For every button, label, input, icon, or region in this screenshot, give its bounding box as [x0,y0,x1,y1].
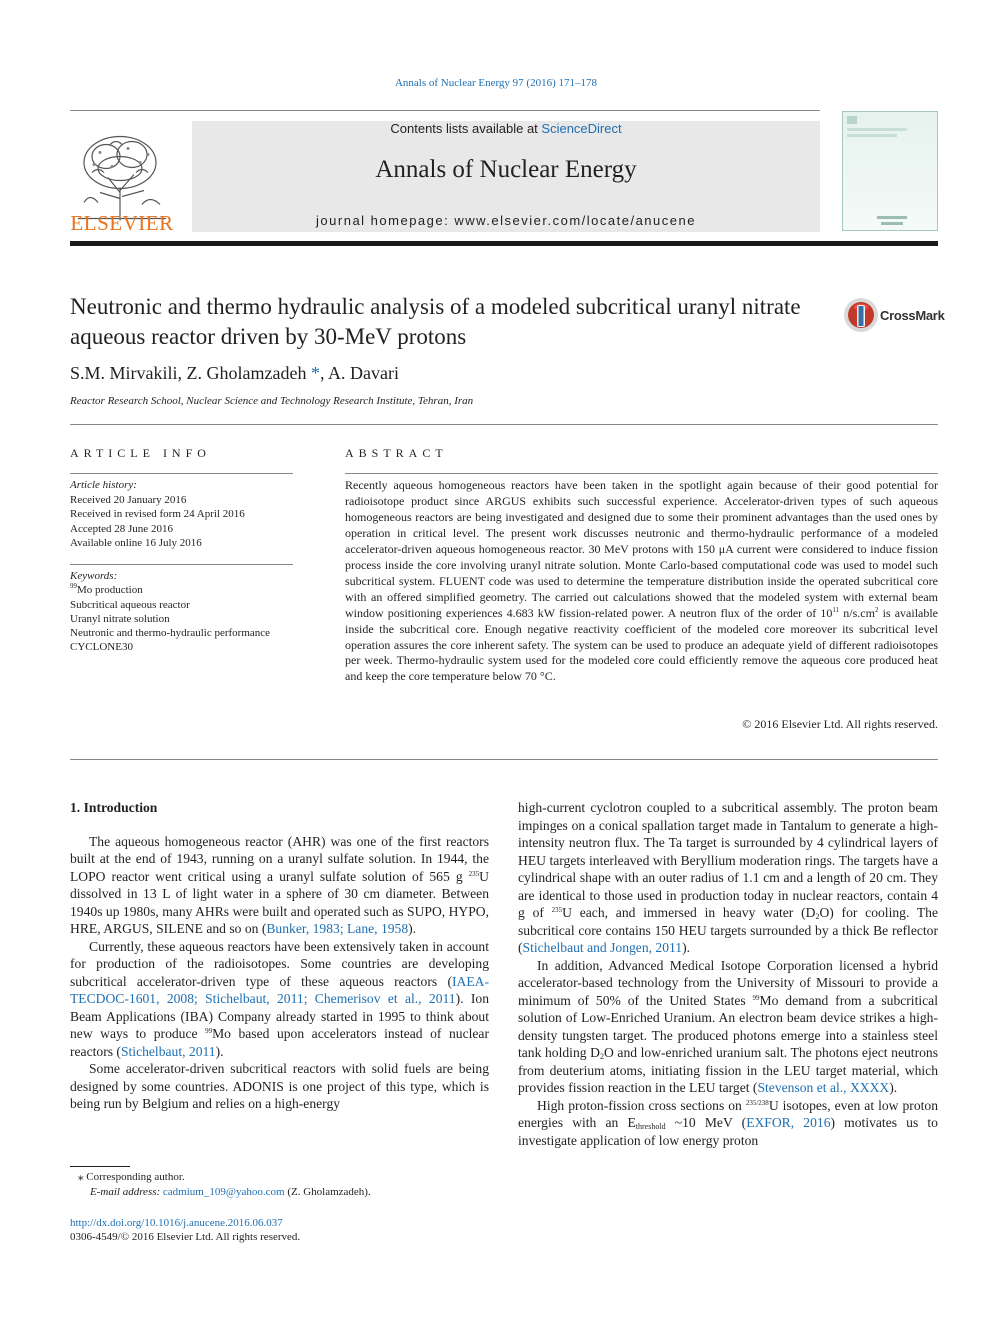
body-column-right [518,799,938,1149]
history-online: Available online 16 July 2016 [70,537,202,549]
body-paragraph: high-current cyclotron coupled to a subcritical assembly. The proton beam impinges on a conical spallation target made in Tantalum to generate a high-intensity neutron flux. The Ta target is surrounded by 4 cylindrical layers of HEU targets interleaved with Beryllium moderation rings. The targets have a cylindrical shape with an outer radius of 1.1 cm and a length of 20 cm. They are identical to those used in production today in nuclear reactors, contain 4 g of $^{235}$U each, and immersed in heavy water $(D_2O)$ for cooling. The subcritical core contains 150 HEU targets surrounded by a thick Be reflector (Stichelbaut and Jongen, 2011). [518,800,938,955]
body-paragraph: Some accelerator-driven subcritical reactors with solid fuels are being designed by some countries. ADONIS is one project of this type, which is being run by Belgium and relies on a high-energy [70,1061,489,1111]
body-paragraph: High proton-fission cross sections on $^{235/238}$U isotopes, even at low proton energies with an $E_{threshold}$ ~10 MeV (EXFOR, 2016) motivates us to investigate application of low energy proton [518,1097,939,1148]
body-paragraph: Currently, these aqueous reactors have been extensively taken in account for production of the radioisotopes. Some countries are developing subcritical accelerator-driven type of these aqueous reactors (IAEA-TECDOC-1601, 2008; Stichelbaut, 2011; Chemerisov et al., 2011). Ion Beam Applications (IBA) Company already started in 1995 to think about new ways to produce $^{99}$Mo based upon accelerators instead of nuclear reactors (Stichelbaut, 2011). [70,938,489,1059]
body-column-left [70,799,489,1113]
sciencedirect-link[interactable]: ScienceDirect [541,121,622,136]
header-thick-rule [70,241,938,246]
cover-art-icon [843,112,937,230]
keyword-item: Uranyl nitrate solution [70,612,170,625]
footnote-email: E-mail address: cadmium_109@yahoo.com (Z. Gholamzadeh). [90,1186,371,1198]
title-rule [70,424,938,425]
abstract-text: Recently aqueous homogeneous reactors have been taken in the spotlight again because of their good potential for radioisotope product since ARGUS exhibits such successful experience. Accelerator-driven types of such aqueous homogeneous reactors are being investigated and designed due to some their prominent advantages than the used ones by operation in critical level. The present work discusses neutronic and thermo-hydraulic performance of a modeled accelerator-driven aqueous homogeneous reactor. 30 MeV protons with 150 μA current were considered to induce fission process inside the core involving uranyl nitrate solution. Monte Carlo-based computational code was used to model such subcritical system. FLUENT code was used to determine the temperature distribution inside the operated subcritical core with an offered simplified geometry. The carried out calculations showed that the modeled system with external beam window positioning experiences 4.683 kW fission-related power. A neutron flux of the order of $10^{11}$ $n/s.cm^2$ is available inside the subcritical core. Enough negative reactivity coefficient of the modeled core moreover its subcritical level operation assures the core inherent safety. The system can be used to produce an adequate yield of different radioisotopes per week. Thermo-hydraulic system used for the modeled core could efficiently remove the aqueous core produced heat and keep the core temperature below 70 °C. [345,478,939,684]
journal-citation[interactable]: Annals of Nuclear Energy 97 (2016) 171–178 [394,77,598,89]
keywords-label: Keywords: [70,570,118,582]
section-heading-introduction: 1. Introduction [70,800,158,815]
doi-link[interactable]: http://dx.doi.org/10.1016/j.anucene.2016.06.037 [70,1217,283,1229]
article-info-heading: ARTICLE INFO [70,446,211,460]
citation-link[interactable]: Stevenson et al., XXXX [757,1080,890,1095]
citation-link[interactable]: Bunker, 1983; Lane, 1958 [266,921,409,936]
article-title: Neutronic and thermo hydraulic analysis of a modeled subcritical uranyl nitrate aqueous reactor driven by 30-MeV protons [70,294,801,349]
affiliation: Reactor Research School, Nuclear Science and Technology Research Institute, Tehran, Iran [70,395,474,407]
info-rule [70,473,293,474]
crossmark-label[interactable]: CrossMark [880,308,945,323]
contents-prefix: Contents lists available at [390,121,542,136]
header-rule [70,110,820,111]
body-paragraph: The aqueous homogeneous reactor (AHR) was one of the first reactors built at the end of 1943, running on a uranyl sulfate solution. In 1944, the LOPO reactor went critical using a uranyl sulfate solution of 565 g $^{235}$U dissolved in 13 L of light water in a sphere of 30 cm diameter. Between 1940s up 1980s, many AHRs were built and operated such as SUPO, HYPO, HRE, ARGUS, SILENE and so on (Bunker, 1983; Lane, 1958). [70,833,489,936]
history-accepted: Accepted 28 June 2016 [70,522,173,535]
article-history [70,478,293,551]
citation-link[interactable]: EXFOR, 2016 [746,1115,831,1130]
journal-homepage[interactable]: journal homepage: www.elsevier.com/locate/anucene [316,213,696,228]
publisher-wordmark: ELSEVIER [70,211,174,235]
abstract-heading: ABSTRACT [345,446,448,460]
keyword-item: $^{99}$Mo production [70,582,143,597]
issn-line: 0306-4549/© 2016 Elsevier Ltd. All rights reserved. [70,1231,301,1243]
citation-link[interactable]: Stichelbaut and Jongen, 2011 [522,940,683,955]
body-paragraph: In addition, Advanced Medical Isotope Corporation licensed a hybrid accelerator-based technology from the University of Missouri to provide a minimum of 50% of the United States $^{99}$Mo demand from a subcritical solution of Low-Enriched Uranium. An electron beam device strikes a high-density tungsten target. The produced photons emerge into a stainless steel tank holding $D_2O$ and low-enriched uranium salt. The photons eject neutrons from deuterium atoms, initiating fission in the LEU target material, which provides fission reaction in the LEU target (Stevenson et al., XXXX). [518,957,938,1095]
history-label: Article history: [70,479,137,491]
keyword-item: Subcritical aqueous reactor [70,598,190,611]
keyword-item: CYCLONE30 [70,641,133,654]
citation-link[interactable]: IAEA-TECDOC-1601, 2008; Stichelbaut, 2011; Chemerisov et al., 2011 [70,973,489,1006]
contents-line [192,121,820,136]
journal-title[interactable]: Annals of Nuclear Energy [375,156,637,183]
citation-link[interactable]: Stichelbaut, 2011 [120,1043,216,1059]
authors-primary[interactable]: S.M. Mirvakili, Z. Gholamzadeh [70,363,307,383]
keywords [70,569,293,655]
history-received: Received 20 January 2016 [70,493,187,506]
keyword-item: Neutronic and thermo-hydraulic performance [70,627,271,640]
email-label: E-mail address: [90,1186,163,1198]
keywords-rule [70,564,293,565]
journal-cover-thumbnail[interactable] [842,111,938,231]
email-link[interactable]: cadmium_109@yahoo.com [162,1186,285,1198]
author-list [70,363,399,384]
abstract-end-rule [70,759,938,760]
footnote-corresponding: ⁎ Corresponding author. [78,1171,185,1183]
abstract-rule [345,473,938,474]
corresponding-author-mark[interactable]: * [310,363,320,383]
abstract-copyright: © 2016 Elsevier Ltd. All rights reserved. [742,717,938,731]
authors-secondary[interactable]: , A. Davari [319,363,399,383]
footnote-rule [70,1166,130,1167]
history-revised: Received in revised form 24 April 2016 [70,508,245,520]
crossmark-icon[interactable] [843,297,879,333]
